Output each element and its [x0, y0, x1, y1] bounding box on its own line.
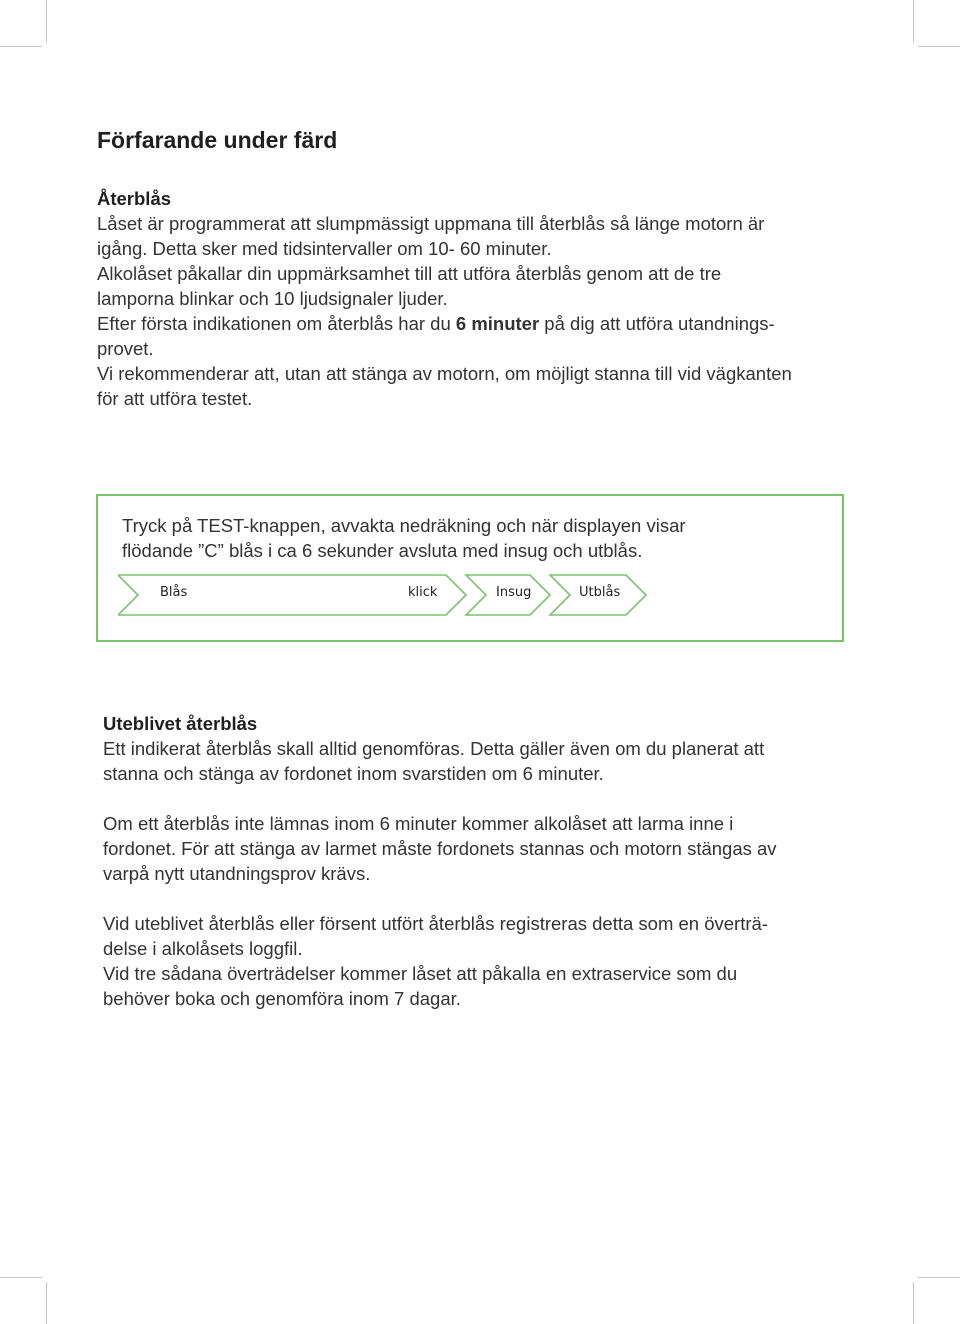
- flow-step-klick-label: klick: [408, 585, 438, 600]
- text-line: Tryck på TEST-knappen, avvakta nedräkning och när displayen visar: [122, 515, 686, 536]
- text-line: Vi rekommenderar att, utan att stänga av motorn, om möjligt stanna till vid vägkanten: [97, 363, 792, 384]
- crop-mark-top-right-v: [913, 0, 914, 42]
- text-line: Alkolåset påkallar din uppmärksamhet till att utföra återblås genom att de tre: [97, 263, 722, 284]
- section-heading-uteblivet: Uteblivet återblås: [103, 713, 258, 734]
- section-heading-aterblas: Återblås: [97, 188, 172, 209]
- text-line: för att utföra testet.: [97, 388, 253, 409]
- text-line: Vid tre sådana överträdelser kommer låset att påkalla en extraservice som du: [103, 963, 738, 984]
- breath-test-flow: [118, 574, 658, 616]
- text-line: Ett indikerat återblås skall alltid genomföras. Detta gäller även om du planerat att: [103, 738, 765, 759]
- crop-mark-top-right-h: [918, 46, 960, 47]
- text-line: flödande ”C” blås i ca 6 sekunder avsluta med insug och utblås.: [122, 540, 643, 561]
- text-line: Låset är programmerat att slumpmässigt uppmana till återblås så länge motorn är: [97, 213, 765, 234]
- text-line: stanna och stänga av fordonet inom svarstiden om 6 minuter.: [103, 763, 604, 784]
- crop-mark-bottom-left-v: [46, 1282, 47, 1324]
- text-line: lamporna blinkar och 10 ljudsignaler ljuder.: [97, 288, 448, 309]
- test-instruction-box: [96, 494, 844, 642]
- text-line: behöver boka och genomföra inom 7 dagar.: [103, 988, 461, 1009]
- crop-mark-bottom-left-h: [0, 1277, 42, 1278]
- text-line: Vid uteblivet återblås eller försent utfört återblås registreras detta som en överträ-: [103, 913, 768, 934]
- flow-step-insug-label: Insug: [496, 585, 532, 600]
- text-line: varpå nytt utandningsprov krävs.: [103, 863, 371, 884]
- crop-mark-bottom-right-v: [913, 1282, 914, 1324]
- flow-step-utblas-label: Utblås: [579, 585, 621, 600]
- paragraph: [103, 911, 883, 961]
- text-line: igång. Detta sker med tidsintervaller om 10- 60 minuter.: [97, 238, 552, 259]
- paragraph: [103, 811, 883, 886]
- emphasis-6-minuter: 6 minuter: [455, 313, 540, 334]
- paragraph: [103, 736, 883, 786]
- text-line: Om ett återblås inte lämnas inom 6 minuter kommer alkolåset att larma inne i: [103, 813, 734, 834]
- text-line: fordonet. För att stänga av larmet måste fordonets stannas och motorn stängas av: [103, 838, 777, 859]
- body-text: [97, 211, 877, 411]
- flow-arrows: [118, 574, 658, 616]
- text-line: delse i alkolåsets loggfil.: [103, 938, 303, 959]
- paragraph: [103, 961, 883, 1011]
- crop-mark-top-left-h: [0, 46, 42, 47]
- section-uteblivet: [103, 711, 883, 1011]
- crop-mark-top-left-v: [46, 0, 47, 42]
- page-title: Förfarande under färd: [97, 127, 338, 153]
- crop-mark-bottom-right-h: [918, 1277, 960, 1278]
- text-line: provet.: [97, 338, 154, 359]
- text-line-part: på dig att utföra utandnings-: [539, 313, 775, 334]
- test-instruction-text: [122, 513, 802, 563]
- text-line-part: Efter första indikationen om återblås har du: [97, 313, 456, 334]
- section-aterblas: [97, 186, 877, 411]
- flow-step-blas-label: Blås: [160, 585, 188, 600]
